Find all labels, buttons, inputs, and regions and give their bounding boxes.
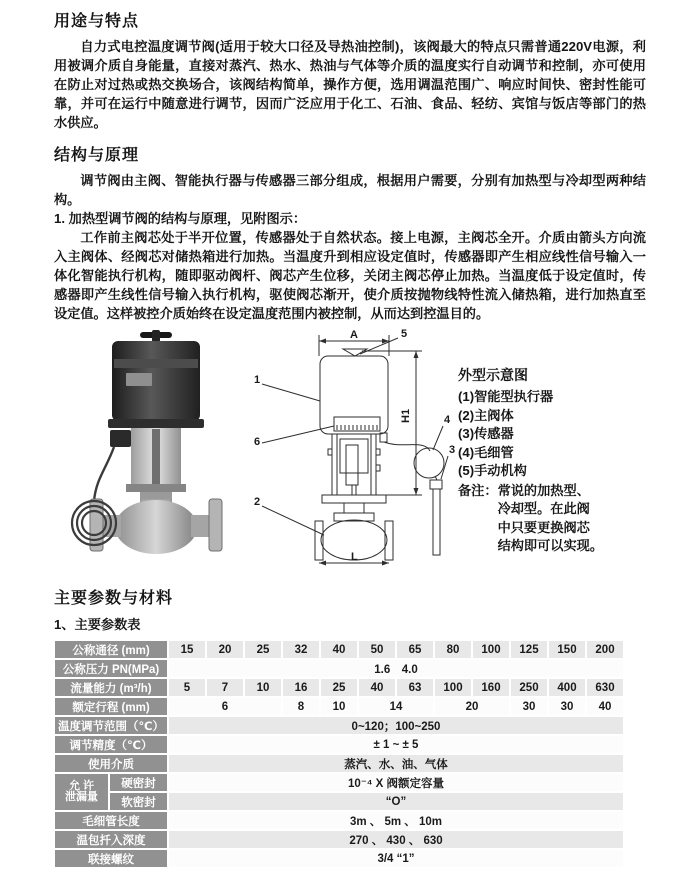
table-row [54,697,624,716]
row-label: 温包扦入深度 [54,830,168,849]
table-row [54,640,624,659]
cell-value: 65 [396,640,434,659]
row-sublabel: 硬密封 [109,773,168,792]
table-row [54,735,624,754]
diagram-legend-items [458,388,648,481]
table-row [54,678,624,697]
principle-paragraph: 工作前主阀芯处于半开位置，传感器处于自然状态。接上电源，主阀芯全开。介质由箭头方向流入主阀体、经阀芯对储热箱进行加热。当温度升到相应设定值时，传感器即产生相应线性信号输入一体化智能执行机构，随即驱动阀杆、阀芯产生位移，关闭主阀芯停止加热。当温度低于设定值时，传感器即产生线性信号输入执行机构，驱使阀芯渐开，使介质按抛物线特性流入储热箱，进行加热直至设定值。这样被控介质始终在设定温度范围内被控制，从而达到控温目的。 [54,230,646,321]
cell-value: 40 [358,678,396,697]
row-label: 公称压力 PN(MPa) [54,659,168,678]
note-lines [498,482,604,556]
cell-value: 20 [434,697,510,716]
valve-outline-drawing [244,327,460,567]
table-row [54,754,624,773]
cell-value: 100 [434,678,472,697]
callout-2: 2 [254,496,261,508]
cell-value: 200 [586,640,624,659]
row-sublabel: 软密封 [109,792,168,811]
cell-value: 3m 、 5m 、 10m [168,811,624,830]
usage-paragraph: 自力式电控温度调节阀(适用于较大口径及导热油控制)，该阀最大的特点只需普通220V电源，利用被调介质自身能量，直接对蒸汽、热水、热油与气体等介质的温度实行自动调节和控制，亦可使用在防止对过热或热交换场合，该阀结构简单，操作方便，选用调温范围广、响应时间快、密封性能可靠，并可在运行中随意进行调节，因而广泛应用于化工、石油、食品、轻纺、宾馆与饭店等部门的热水供应。 [54,39,646,130]
legend-item: (1)智能型执行器 [458,389,554,404]
callout-3: 3 [449,444,456,456]
cell-value: 25 [320,678,358,697]
cell-value: 15 [168,640,206,659]
section-title-parameters: 主要参数与材料 [54,590,174,607]
note-line: 结构即可以实现。 [497,538,604,553]
cell-value: 40 [320,640,358,659]
cell-value: 160 [472,678,510,697]
principle-list-item: 1. 加热型调节阀的结构与原理，见附图示： [54,211,307,226]
cell-value: “O” [168,792,624,811]
cell-value: 80 [434,640,472,659]
cell-value: 1.6 4.0 [168,659,624,678]
cell-value: 14 [358,697,434,716]
callout-5: 5 [401,328,408,340]
parameters-table-body [54,640,624,868]
row-label: 调节精度（℃） [54,735,168,754]
table-row [54,659,624,678]
cell-value: 10 [244,678,282,697]
parameters-table [53,639,625,869]
legend-title: 外型示意图 [458,367,528,383]
cell-value: 10 [320,697,358,716]
legend-item: (5)手动机构 [458,463,527,478]
cell-value: 25 [244,640,282,659]
cell-value: 40 [586,697,624,716]
cell-value: 630 [586,678,624,697]
section-title-usage: 用途与特点 [54,13,140,30]
cell-value: 32 [282,640,320,659]
diagram-legend [458,365,648,556]
note-line: 常说的加热型、 [497,482,590,498]
note-line: 冷却型。在此阀 [497,501,590,516]
table-subtitle: 1、主要参数表 [54,617,141,632]
cell-value: 250 [510,678,548,697]
cell-value: 3/4 “1” [168,849,624,868]
principle-intro: 调节阀由主阀、智能执行器与传感器三部分组成，根据用户需要，分别有加热型与冷却型两种结构。 [54,173,646,207]
callout-1: 1 [254,374,261,386]
cell-value: 400 [548,678,586,697]
note-label: 备注： [458,482,498,498]
legend-note [458,482,648,556]
callout-4: 4 [444,414,451,426]
cell-value: 270 、 430 、 630 [168,830,624,849]
table-row [54,830,624,849]
row-label: 使用介质 [54,754,168,773]
row-label: 毛细管长度 [54,811,168,830]
table-row [54,849,624,868]
row-label: 公称通径 (mm) [54,640,168,659]
cell-value: 7 [206,678,244,697]
table-row [54,716,624,735]
cell-value: 16 [282,678,320,697]
cell-value: 63 [396,678,434,697]
cell-value: 100 [472,640,510,659]
valve-outline-svg [244,327,460,567]
section-title-principle: 结构与原理 [54,147,140,164]
dim-label-h1: H1 [400,408,412,423]
row-label: 流量能力 (m³/h) [54,678,168,697]
cell-value: 20 [206,640,244,659]
legend-item: (3)传感器 [458,426,514,441]
cell-value: 30 [548,697,586,716]
cell-value: 150 [548,640,586,659]
legend-item: (4)毛细管 [458,444,514,460]
cell-value: 30 [510,697,548,716]
table-row [54,792,624,811]
valve-photo [54,329,238,565]
row-label: 温度调节范围（℃） [54,716,168,735]
cell-value: 蒸汽、水、油、气体 [168,754,624,773]
cell-value: 8 [282,697,320,716]
table-row [54,773,624,792]
valve-photo-image [54,329,238,565]
figure-area [54,327,646,573]
row-label: 联接螺纹 [54,849,168,868]
cell-value: 6 [168,697,282,716]
cell-value: 5 [168,678,206,697]
legend-item: (2)主阀体 [458,407,514,423]
cell-value: 10⁻⁴ X 阀额定容量 [168,773,624,792]
row-label: 额定行程 (mm) [54,697,168,716]
dim-label-a: A [350,329,358,341]
dim-label-l: L [351,551,358,563]
callout-6: 6 [254,436,261,448]
cell-value: 0~120；100~250 [168,716,624,735]
cell-value: 125 [510,640,548,659]
row-label-group: 允 许 泄漏量 [54,773,109,811]
cell-value: ± 1 ~ ± 5 [168,735,624,754]
cell-value: 50 [358,640,396,659]
note-line: 中只要更换阀芯 [497,519,590,535]
